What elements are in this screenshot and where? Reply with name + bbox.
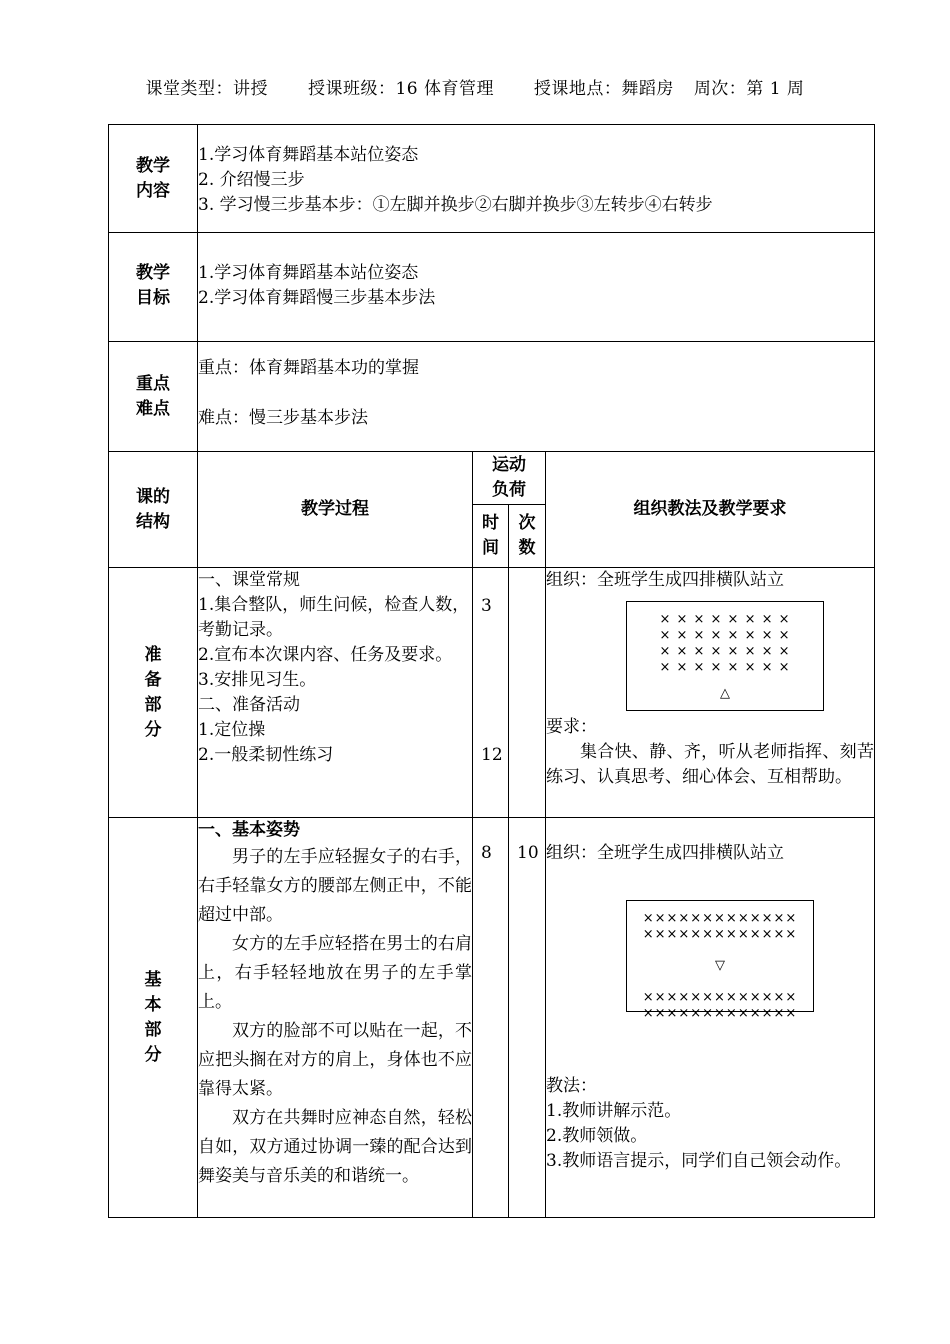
prep-row	[109, 568, 875, 818]
basic-row	[109, 818, 875, 1218]
teacher-triangle-down-icon: ▽	[715, 958, 725, 973]
basic-time: 8	[473, 818, 509, 1218]
count-header: 次 数	[509, 505, 546, 568]
key-points-label: 重点 难点	[109, 342, 198, 452]
content-row	[109, 125, 875, 233]
prep-time: 3 12	[473, 568, 509, 818]
prep-method: 组织：全班学生成四排横队站立 × × × × × × × × × × × × × × × × × × × × × × × × × × × × × × × × △ 要求： 集合快、静、齐，听从老师指挥、刻苦练习、认真思考、细心体会、互相帮助。	[546, 568, 875, 818]
goals-text: 1.学习体育舞蹈基本站位姿态 2.学习体育舞蹈慢三步基本步法	[198, 233, 875, 342]
header-row	[109, 452, 875, 505]
prep-count	[509, 568, 546, 818]
class-group: 授课班级：16 体育管理	[307, 79, 494, 99]
prep-process: 一、课堂常规 1.集合整队，师生问候，检查人数，考勤记录。 2.宣布本次课内容、任务及要求。 3.安排见习生。 二、准备活动 1.定位操 2.一般柔韧性练习	[198, 568, 473, 818]
basic-method: 组织：全班学生成四排横队站立 ××××××××××××× ××××××××××××× ▽ ××××××××××××× ××××××××××××× 教法： 1.教师讲解示范。 2.教师领做。 3.教师语言提示，同学们自己领会动作。	[546, 818, 875, 1218]
prep-label: 准 备 部 分	[109, 568, 198, 818]
key-points-text: 重点：体育舞蹈基本功的掌握 难点：慢三步基本步法	[198, 342, 875, 452]
process-header: 教学过程	[198, 452, 473, 568]
goals-label: 教学 目标	[109, 233, 198, 342]
content-label: 教学 内容	[109, 125, 198, 233]
class-type: 课堂类型：讲授	[145, 79, 269, 99]
time-header: 时 间	[473, 505, 509, 568]
structure-header: 课的 结构	[109, 452, 198, 568]
method-header: 组织教法及教学要求	[546, 452, 875, 568]
basic-process: 一、基本姿势 男子的左手应轻握女子的右手，右手轻靠女方的腰部左侧正中，不能超过中部。 女方的左手应轻搭在男士的右肩上，右手轻轻地放在男子的左手掌上。 双方的脸部不可以贴在一起，不应把头搁在对方的肩上，身体也不应靠得太紧。 双方在共舞时应神态自然，轻松自如，双方通过协调一臻的配合达到舞姿美与音乐美的和谐统一。	[198, 818, 473, 1218]
lesson-plan-table	[108, 124, 875, 1218]
prep-formation-diagram: × × × × × × × × × × × × × × × × × × × × × × × × × × × × × × × × △	[626, 601, 824, 711]
lesson-header	[0, 74, 950, 99]
class-location: 授课地点：舞蹈房	[533, 79, 674, 99]
key-points-row	[109, 342, 875, 452]
content-text: 1.学习体育舞蹈基本站位姿态 2. 介绍慢三步 3. 学习慢三步基本步：①左脚并换步②右脚并换步③左转步④右转步	[198, 125, 875, 233]
basic-label: 基 本 部 分	[109, 818, 198, 1218]
basic-formation-diagram: ××××××××××××× ××××××××××××× ▽ ××××××××××××× ×××××××××××××	[626, 900, 814, 1012]
goals-row	[109, 233, 875, 342]
load-header: 运动 负荷	[473, 452, 546, 505]
teacher-triangle-icon: △	[720, 686, 730, 701]
class-week: 周次：第 1 周	[693, 79, 805, 99]
basic-count: 10	[509, 818, 546, 1218]
